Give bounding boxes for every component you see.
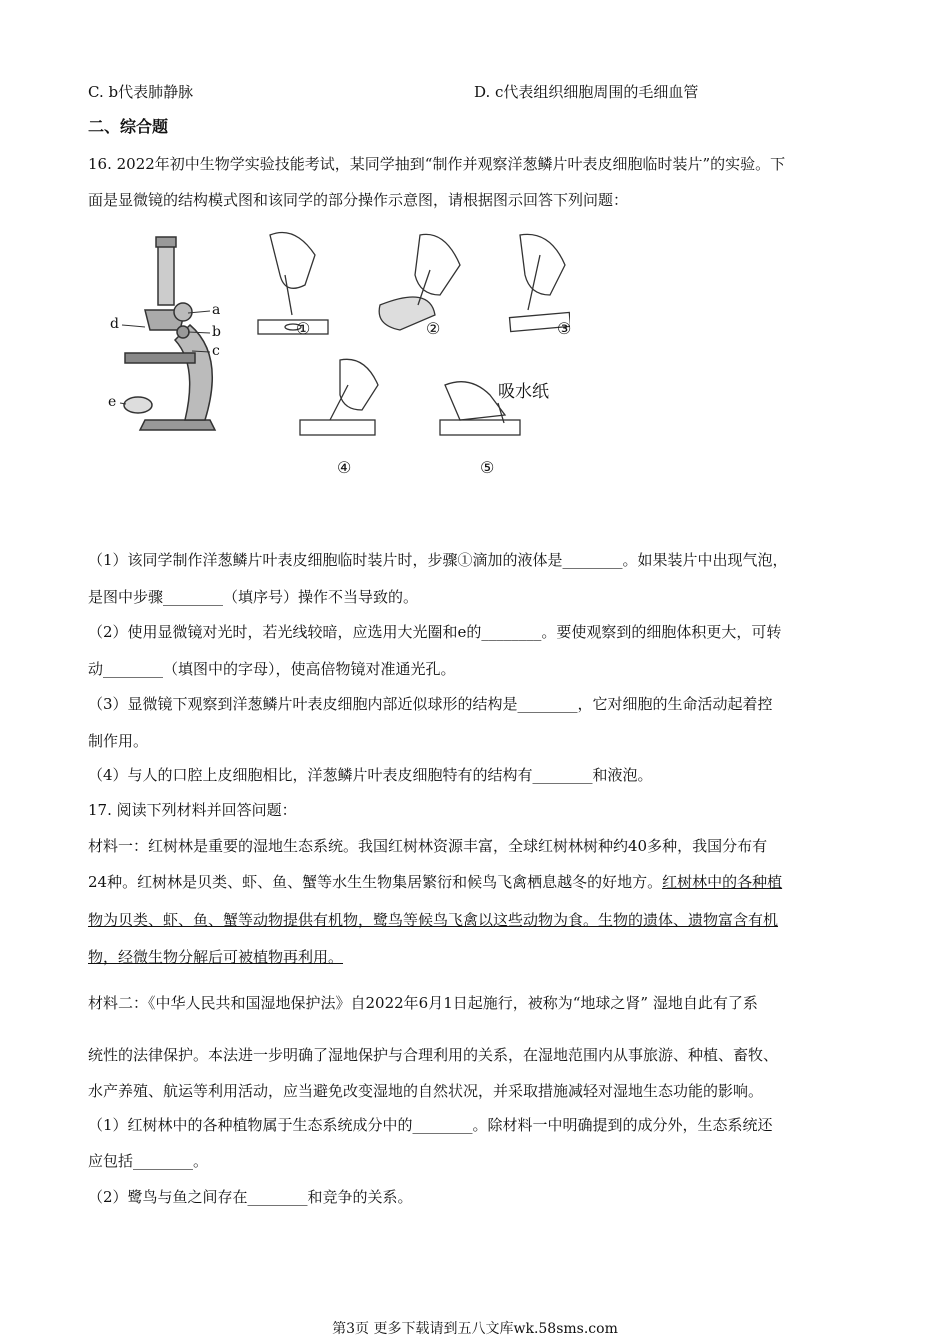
- q17-sub1-line1: （1）红树林中的各种植物属于生态系统成分中的________。除材料一中明确提到的成分外，生态系统还: [88, 1116, 773, 1134]
- q17-intro: 17. 阅读下列材料并回答问题：: [88, 801, 297, 819]
- material1-line4: 物，经微生物分解后可被植物再利用。: [88, 948, 344, 966]
- material1-line2-plain: 24种。红树林是贝类、虾、鱼、蟹等水生生物集居繁衍和候鸟飞禽栖息越冬的好地方。: [88, 873, 663, 891]
- step-3-number: ③: [557, 319, 572, 338]
- q16-part3-line1: （3）显微镜下观察到洋葱鳞片叶表皮细胞内部近似球形的结构是________，它对细胞的生命活动起着控: [88, 695, 773, 713]
- option-d: D. c代表组织细胞周围的毛细血管: [474, 83, 699, 101]
- material1-line2: [88, 872, 782, 892]
- q17-sub2: （2）鹭鸟与鱼之间存在________和竞争的关系。: [88, 1188, 413, 1206]
- q16-part2-line2: 动________（填图中的字母），使高倍物镜对准通光孔。: [88, 660, 456, 678]
- material2-line3: 水产养殖、航运等利用活动，应当避免改变湿地的自然状况，并采取措施减轻对湿地生态功能的影响。: [88, 1082, 764, 1100]
- material1-line2-underlined: 红树林中的各种植: [662, 873, 783, 891]
- material2-line1: 材料二：《中华人民共和国湿地保护法》自2022年6月1日起施行，被称为“地球之肾” 湿地自此有了系: [88, 994, 758, 1012]
- label-a: a: [212, 302, 221, 318]
- q16-part1-line1: （1）该同学制作洋葱鳞片叶表皮细胞临时装片时，步骤①滴加的液体是________。如果装片中出现气泡，: [88, 551, 788, 569]
- q16-part1-line2: 是图中步骤________（填序号）操作不当导致的。: [88, 588, 419, 606]
- section-title: 二、综合题: [88, 117, 169, 136]
- q16-part2-line1: （2）使用显微镜对光时，若光线较暗，应选用大光圈和e的________。要使观察到的细胞体积更大，可转: [88, 623, 782, 641]
- q17-sub1-line2: 应包括________。: [88, 1152, 209, 1170]
- step-1-number: ①: [296, 319, 311, 338]
- option-c: C. b代表肺静脉: [88, 83, 194, 101]
- label-c: c: [212, 343, 220, 359]
- q16-figure: [100, 215, 570, 485]
- q16-intro-line1: 16. 2022年初中生物学实验技能考试，某同学抽到“制作并观察洋葱鳞片叶表皮细胞临时装片”的实验。下: [88, 155, 786, 173]
- step-2-number: ②: [426, 319, 441, 338]
- q16-intro-line2: 面是显微镜的结构模式图和该同学的部分操作示意图，请根据图示回答下列问题：: [88, 191, 629, 209]
- material2-line2: 统性的法律保护。本法进一步明确了湿地保护与合理利用的关系，在湿地范围内从事旅游、种植、畜牧、: [88, 1046, 779, 1064]
- material1-line1: 材料一：红树林是重要的湿地生态系统。我国红树林资源丰富，全球红树林树种约40多种，我国分布有: [88, 837, 768, 855]
- step-4-number: ④: [337, 458, 352, 477]
- q16-part3-line2: 制作用。: [88, 732, 149, 750]
- blotting-paper-label: 吸水纸: [498, 382, 549, 402]
- label-d: d: [110, 316, 119, 332]
- step-5-number: ⑤: [480, 458, 495, 477]
- q16-part4: （4）与人的口腔上皮细胞相比，洋葱鳞片叶表皮细胞特有的结构有________和液泡。: [88, 766, 653, 784]
- label-b: b: [212, 324, 221, 340]
- label-e: e: [108, 394, 117, 410]
- page-footer: 第3页 更多下载请到五八文库wk.58sms.com: [332, 1321, 618, 1337]
- material1-line3: 物为贝类、虾、鱼、蟹等动物提供有机物，鹭鸟等候鸟飞禽以这些动物为食。生物的遗体、遗物富含有机: [88, 911, 779, 929]
- microscope-diagram: [100, 215, 570, 485]
